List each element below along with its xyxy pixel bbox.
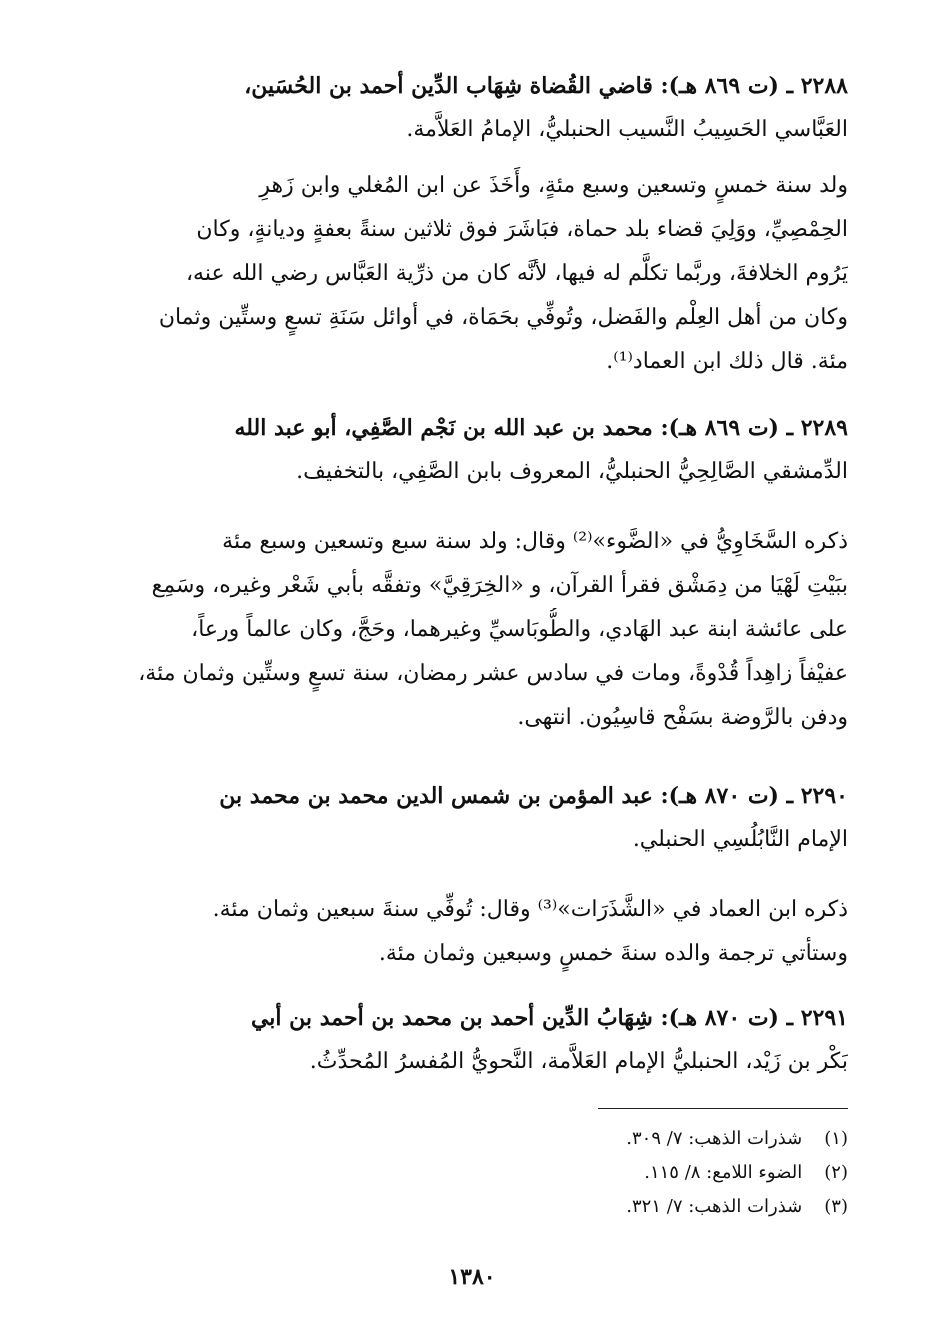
- footnote-number: (٣): [824, 1196, 848, 1217]
- text-line: الحِمْصِيِّ، ووَلِيَ قضاء بلد حماة، فبَاشَرَ فوق ثلاثين سنةً بعفةٍ وديانةٍ، وكان: [196, 217, 848, 242]
- text-line: ٢٢٩١ ـ (ت ٨٧٠ هـ): شِهَابُ الدِّين أحمد بن محمد بن أحمد بن أبي: [250, 1005, 848, 1031]
- text-line: على عائشة ابنة عبد الهَادي، والطُّوبَاسيِّ وغيرهما، وحَجَّ، وكان عالماً ورعاً،: [191, 617, 848, 642]
- text-line: مئة. قال ذلك ابن العماد⁽¹⁾.: [606, 349, 848, 374]
- text-line: الدِّمشقي الصَّالِحِيُّ الحنبليُّ، المعروف بابن الصَّفِي، بالتخفيف.: [296, 459, 848, 484]
- footnote-item: [96, 1190, 848, 1224]
- footnote-text: شذرات الذهب: ٧/ ٣٢١.: [626, 1196, 803, 1217]
- text-line: بَكْر بن زَيْد، الحنبليُّ الإمام العَلاَّمة، النَّحويُّ المُفسرُ المُحدِّثُ.: [309, 1049, 848, 1074]
- text-line: العَبَّاسي الحَسِيبُ النَّسيب الحنبليُّ، الإمامُ العَلاَّمة.: [406, 117, 848, 142]
- text-line: وستأتي ترجمة والده سنةَ خمسٍ وسبعين وثمان مئة.: [378, 941, 848, 966]
- entry-2288-heading: [96, 64, 848, 152]
- footnote-text: شذرات الذهب: ٧/ ٣٠٩.: [626, 1128, 803, 1149]
- footnote-item: [96, 1156, 848, 1190]
- entry-2289-body: [96, 520, 848, 740]
- text-line: ٢٢٨٨ ـ (ت ٨٦٩ هـ): قاضي القُضاة شِهَاب الدِّين أحمد بن الحُسَين،: [244, 73, 848, 99]
- page-number: ١٣٨٠: [448, 1264, 496, 1290]
- text-line: ذكره ابن العماد في «الشَّذَرَات»⁽³⁾ وقال: تُوفِّي سنةَ سبعين وثمان مئة.: [212, 897, 848, 922]
- text-line: يَرُوم الخلافةَ، وربَّما تكلَّم له فيها، لأنَّه كان من ذرِّية العَبَّاس رضي الله عنه،: [185, 261, 848, 286]
- text-line: ببَيْتِ لَهْيَا من دِمَشْق فقرأ القرآن، و «الخِرَقِيَّ» وتفقَّه بأبي شَعْر وغيره، وسَمِع: [151, 573, 848, 598]
- entry-2291-heading: [96, 996, 848, 1084]
- entry-2290-body: [96, 888, 848, 976]
- entry-2290-heading: [96, 774, 848, 862]
- text-line: ودفن بالرَّوضة بسَفْح قاسِيُون. انتهى.: [517, 705, 848, 730]
- text-line: ولد سنة خمسٍ وتسعين وسبع مئةٍ، وأَخَذَ عن ابن المُغلي وابن زَهرِ: [259, 173, 848, 198]
- text-line: ذكره السَّخَاوِيُّ في «الضَّوء»⁽²⁾ وقال: ولد سنة سبع وتسعين وسبع مئة: [222, 529, 848, 554]
- footnote-item: [96, 1122, 848, 1156]
- text-line: ٢٢٨٩ ـ (ت ٨٦٩ هـ): محمد بن عبد الله بن نَجْم الصَّفِي، أبو عبد الله: [234, 415, 848, 441]
- footnote-divider: [598, 1108, 848, 1109]
- footnotes: [96, 1122, 848, 1224]
- text-line: وكان من أهل العِلْم والفَضل، وتُوفِّي بحَمَاة، في أوائل سَنَةِ تسعٍ وستِّين وثمان: [158, 305, 848, 330]
- text-line: ٢٢٩٠ ـ (ت ٨٧٠ هـ): عبد المؤمن بن شمس الدين محمد بن محمد بن: [219, 783, 848, 809]
- entry-2289-heading: [96, 406, 848, 494]
- text-line: الإمام النَّابُلُسِي الحنبلي.: [632, 827, 848, 852]
- text-line: عفيْفاً زاهِداً قُدْوةً، ومات في سادس عشر رمضان، سنة تسعٍ وستِّين وثمان مئة،: [138, 661, 848, 686]
- footnote-number: (٢): [824, 1162, 848, 1183]
- footnote-text: الضوء اللامع: ٨/ ١١٥.: [644, 1162, 803, 1183]
- entry-2288-body: [96, 164, 848, 384]
- footnote-number: (١): [824, 1128, 848, 1149]
